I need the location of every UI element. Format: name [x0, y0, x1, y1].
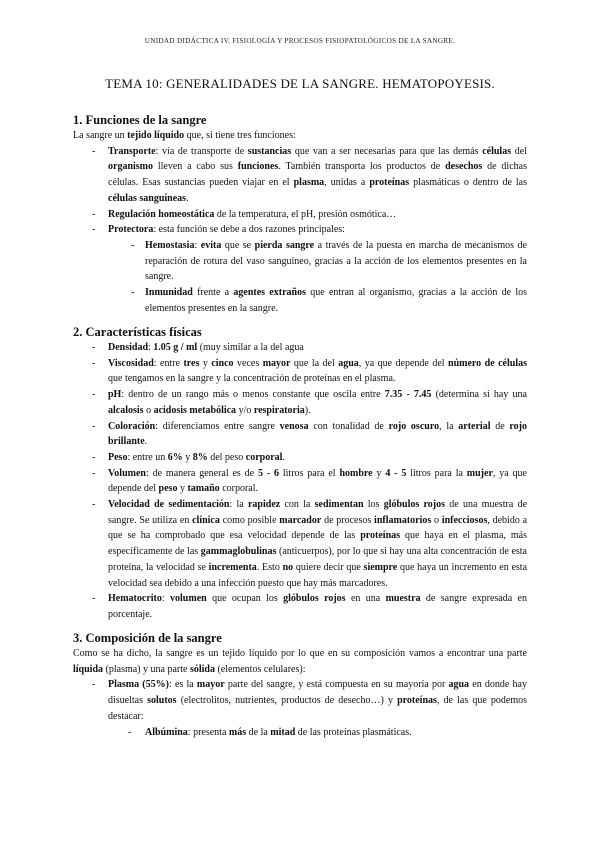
- bold-run: rojo brillante: [108, 420, 527, 448]
- text-run: de procesos: [321, 514, 375, 526]
- text-run: , la: [439, 420, 459, 432]
- bold-run: 1.05 g / ml: [153, 342, 198, 353]
- text-run: (plasma) y una parte: [103, 663, 190, 675]
- bold-run: rapidez: [247, 499, 281, 511]
- list-item: - Densidad: 1.05 g / ml (muy similar a la del agua: [92, 342, 304, 353]
- text-run: : entre un: [127, 451, 168, 463]
- bold-run: Hematocrito: [108, 593, 162, 605]
- bold-run: líquida: [73, 663, 104, 675]
- bold-run: Protectora: [108, 224, 154, 236]
- text-run: corporal.: [219, 483, 259, 495]
- text-run: .: [186, 192, 189, 204]
- text-run: , debido a que se ha comprobado que esa velocidad depende de las: [108, 514, 528, 542]
- bold-run: peso: [158, 483, 178, 495]
- bold-run: 4 - 5: [385, 467, 407, 479]
- bold-run: Albúmina: [145, 726, 188, 738]
- text-run: litros para la: [406, 467, 467, 479]
- text-run: del peso: [207, 451, 246, 463]
- bold-run: Transporte: [108, 145, 156, 157]
- bold-run: proteínas: [360, 530, 401, 542]
- text-run: que tengamos en la sangre y la concentración de proteínas en el plasma.: [108, 373, 396, 385]
- bold-run: 6%: [167, 451, 183, 463]
- text-run: : de manera general es de: [145, 467, 258, 479]
- list-item: - Peso: entre un 6% y 8% del peso corporal.: [92, 451, 285, 463]
- text-run: :: [148, 342, 154, 353]
- text-run: en donde hay disueltas: [108, 679, 527, 707]
- text-run: de dichas células. Esas sustancias pueden viajar en el: [108, 161, 527, 189]
- list-item: - Hematocrito: volumen que ocupan los glóbulos rojos en una muestra de sangre expresada en porcentaje.: [92, 593, 527, 620]
- bold-run: muestra: [385, 593, 421, 605]
- text-run: , de las que podemos destacar:: [108, 695, 528, 722]
- text-run: .: [144, 436, 148, 448]
- text-run: , ya que depende del: [358, 357, 449, 369]
- text-run: La sangre un: [73, 130, 128, 141]
- bold-run: agentes extraños: [233, 287, 306, 299]
- list-item: - Transporte: vía de transporte de sustancias que van a ser necesarias para que las demás células del organismo lleven a cabo sus funciones. También transporta los productos de desechos de dichas células. Esas sustancias pueden viajar en el plasma, unidas a proteínas plasmáticas o dentro de las células sanguíneas.: [92, 145, 528, 204]
- text-run: que la del: [290, 357, 339, 369]
- text-run: de: [490, 420, 510, 432]
- text-run: y: [199, 357, 212, 369]
- text-run: y: [182, 451, 193, 463]
- bold-run: Densidad: [108, 342, 149, 353]
- text-run: de una muestra de sangre. Se utiliza en: [108, 499, 528, 526]
- bold-run: tejido líquido: [127, 130, 185, 141]
- bold-run: evita: [200, 239, 222, 251]
- bold-run: incrementa: [208, 561, 257, 573]
- list-item: - Viscosidad: entre tres y cinco veces mayor que la del agua, ya que depende del número de células que tengamos en la sangre y la concentración de proteínas en el plasma.: [92, 357, 527, 385]
- bold-run: venosa: [279, 420, 309, 432]
- bold-run: Volumen: [108, 467, 146, 479]
- bullet-list: [73, 144, 527, 317]
- text-run: que haya en el plasma, más específicamente de las: [108, 530, 527, 558]
- section-heading: 1. Funciones de la sangre: [73, 113, 207, 127]
- bold-run: inflamatorios: [374, 514, 432, 526]
- text-run: : entre: [153, 357, 184, 369]
- bold-run: Hemostasia: [145, 239, 195, 251]
- list-item: - Velocidad de sedimentación: la rapidez con la sedimentan los glóbulos rojos de una muestra de sangre. Se utiliza en clínica como posible marcador de procesos inflamatorios o infecciosos, debido a que se ha comprobado que esa velocidad depende de las proteínas que haya en el plasma, más específicamente de las gammaglobulinas (anticuerpos), por lo que si hay una alta concentración de esta proteína, la velocidad se incrementa. Esto no quiere decir que siempre que haya un incremento en esta velocidad sea debido a una infección puesto que hay más marcadores.: [92, 499, 528, 589]
- bold-run: 7.35 - 7.45: [384, 389, 432, 401]
- text-run: que haya un incremento en esta velocidad sea debido a una infección puesto que hay más marcadores.: [108, 561, 528, 589]
- bold-run: proteínas: [369, 177, 410, 189]
- text-run: a través de la puesta en marcha de mecanismos de reparación de rotura del vaso sanguíneo, gracias a la acción de los elementos presentes en la sangre.: [145, 239, 527, 283]
- bold-run: 5 - 6: [257, 467, 280, 479]
- bold-run: tamaño: [187, 483, 220, 495]
- text-run: : es la: [168, 679, 197, 691]
- text-run: veces: [233, 357, 263, 369]
- page-title: TEMA 10: GENERALIDADES DE LA SANGRE. HEMATOPOYESIS.: [105, 76, 495, 91]
- bold-run: gammaglobulinas: [200, 546, 277, 558]
- bullet-list: [73, 340, 527, 623]
- bold-run: organismo: [108, 161, 153, 173]
- bold-run: siempre: [363, 561, 398, 573]
- list-item: - Coloración: diferenciamos entre sangre venosa con tonalidad de rojo oscuro, la arterial de rojo brillante.: [92, 420, 527, 448]
- list-item: - Regulación homeostática de la temperatura, el pH, presión osmótica…: [92, 208, 397, 220]
- text-run: , unidas a: [324, 177, 370, 189]
- text-run: : esta función se debe a dos razones principales:: [153, 224, 345, 236]
- paragraph: [73, 128, 527, 144]
- text-run: que van a ser necesarias para que las demás: [291, 145, 483, 157]
- sub-list-item: - Hemostasia: evita que se pierda sangre a través de la puesta en marcha de mecanismos de reparación de rotura del vaso sanguíneo, gracias a la acción de los elementos presentes en la sangre.: [131, 239, 527, 283]
- bold-run: respiratoria: [253, 404, 305, 416]
- text-run: :: [194, 239, 201, 251]
- text-run: en una: [345, 593, 386, 605]
- text-run: o: [143, 404, 154, 416]
- bold-run: Inmunidad: [145, 287, 193, 299]
- text-run: con la: [280, 499, 315, 511]
- bullet-list: [73, 677, 527, 740]
- list-item: - Volumen: de manera general es de 5 - 6 litros para el hombre y 4 - 5 litros para la mujer, ya que depende del peso y tamaño corporal.: [92, 467, 527, 495]
- text-run: lleven a cabo sus: [153, 161, 238, 173]
- text-run: : la: [229, 499, 248, 511]
- bold-run: Peso: [108, 451, 128, 463]
- text-run: . Esto: [256, 561, 283, 573]
- text-run: del: [511, 145, 527, 157]
- text-run: (anticuerpos), por lo que si hay una alta concentración de esta proteína, la velocidad se: [108, 546, 527, 573]
- text-run: que entran al organismo, gracias a la acción de los elementos presentes en la sangre.: [145, 287, 527, 314]
- text-run: que ocupan los: [206, 593, 284, 605]
- bold-run: mitad: [270, 726, 296, 738]
- bold-run: hombre: [339, 467, 373, 479]
- text-run: de sangre expresada en porcentaje.: [108, 593, 527, 620]
- bold-run: Regulación homeostática: [108, 208, 215, 220]
- bold-run: pH: [108, 389, 122, 401]
- bold-run: más: [228, 726, 247, 738]
- bold-run: pierda sangre: [254, 239, 315, 251]
- bold-run: Velocidad de sedimentación: [108, 499, 230, 511]
- text-run: que, si tiene tres funciones:: [184, 130, 296, 141]
- text-run: : vía de transporte de: [155, 145, 248, 157]
- text-run: , ya que depende del: [108, 467, 527, 495]
- bold-run: no: [282, 561, 294, 573]
- bold-run: agua: [448, 679, 470, 691]
- bold-run: alcalosis: [108, 404, 144, 416]
- text-run: litros para el: [279, 467, 340, 479]
- text-run: : dentro de un rango más o menos constante que oscila entre: [121, 389, 385, 401]
- text-run: plasmáticas o dentro de las: [409, 177, 528, 189]
- text-run: con tonalidad de: [308, 420, 389, 432]
- text-run: o: [431, 514, 442, 526]
- sub-list-item: - Inmunidad frente a agentes extraños que entran al organismo, gracias a la acción de los elementos presentes en la sangre.: [131, 287, 527, 314]
- bold-run: glóbulos rojos: [283, 593, 346, 605]
- list-item: - Plasma (55%): es la mayor parte del sangre, y está compuesta en su mayoría por agua en donde hay disueltas solutos (electrolitos, nutrientes, productos de desecho…) y proteínas, de las que podemos destacar:: [92, 679, 528, 722]
- text-run: que se: [221, 239, 255, 251]
- page-header: UNIDAD DIDÁCTICA IV. FISIOLOGÍA Y PROCESOS FISIOPATOLÓGICOS DE LA SANGRE.: [144, 37, 456, 45]
- bold-run: glóbulos rojos: [383, 499, 446, 511]
- bold-run: proteínas: [397, 695, 437, 707]
- text-run: de las proteínas plasmáticas.: [295, 726, 412, 738]
- text-run: .: [282, 451, 285, 463]
- section-heading: 2. Características físicas: [73, 325, 202, 339]
- bold-run: sedimentan: [314, 499, 364, 511]
- list-item: - Protectora: esta función se debe a dos razones principales:: [92, 224, 345, 236]
- paragraph: [73, 646, 527, 677]
- bold-run: 8%: [192, 451, 208, 463]
- text-run: como posible: [219, 514, 280, 526]
- bold-run: clínica: [192, 514, 220, 526]
- bold-run: funciones: [237, 161, 279, 173]
- text-run: (elementos celulares):: [214, 663, 306, 675]
- section-caracteristicas: [73, 324, 527, 623]
- section-composicion: [73, 630, 527, 740]
- bold-run: sólida: [189, 663, 215, 675]
- bold-run: acidosis metabólica: [153, 404, 237, 416]
- text-run: (determina si hay una: [431, 389, 527, 401]
- bold-run: mayor: [196, 679, 225, 691]
- bold-run: corporal: [245, 451, 283, 463]
- text-run: frente a: [192, 287, 234, 299]
- text-run: de la: [246, 726, 271, 738]
- text-run: Como se ha dicho, la sangre es un tejido líquido por lo que en su composición vamos a encontrar una parte: [73, 648, 527, 659]
- bold-run: rojo oscuro: [388, 420, 440, 432]
- bold-run: solutos: [147, 695, 177, 707]
- section-heading: 3. Composición de la sangre: [73, 631, 222, 645]
- bold-run: número de células: [448, 357, 527, 369]
- text-run: : presenta: [187, 726, 229, 738]
- bold-run: Viscosidad: [108, 357, 154, 369]
- sub-list-item: - Albúmina: presenta más de la mitad de las proteínas plasmáticas.: [128, 726, 412, 738]
- text-run: de la temperatura, el pH, presión osmótica…: [214, 208, 397, 220]
- list-item: - pH: dentro de un rango más o menos constante que oscila entre 7.35 - 7.45 (determina si hay una alcalosis o acidosis metabólica y/o respiratoria).: [92, 389, 527, 416]
- text-run: parte del sangre, y está compuesta en su mayoría por: [224, 679, 449, 691]
- bold-run: células sanguíneas: [108, 192, 187, 204]
- text-run: . También transporta los productos de: [278, 161, 446, 173]
- text-run: ).: [304, 404, 311, 416]
- bold-run: plasma: [293, 177, 325, 189]
- text-run: (muy similar a la del agua: [197, 342, 304, 353]
- bold-run: volumen: [170, 593, 207, 605]
- text-run: :: [161, 593, 171, 605]
- bold-run: células: [482, 145, 512, 157]
- bold-run: agua: [338, 357, 359, 369]
- bold-run: Coloración: [108, 420, 156, 432]
- text-run: y: [177, 483, 188, 495]
- text-run: y: [372, 467, 386, 479]
- bold-run: arterial: [458, 420, 491, 432]
- text-run: los: [363, 499, 384, 511]
- bold-run: marcador: [279, 514, 322, 526]
- text-run: quiere decir que: [293, 561, 364, 573]
- bold-run: desechos: [445, 161, 483, 173]
- text-run: (electrolitos, nutrientes, productos de desecho…) y: [176, 695, 398, 707]
- bold-run: mujer: [466, 467, 493, 479]
- text-run: : diferenciamos entre sangre: [155, 420, 280, 432]
- bold-run: Plasma (55%): [108, 679, 169, 691]
- text-run: y/o: [236, 404, 254, 416]
- bold-run: mayor: [262, 357, 291, 369]
- bold-run: infecciosos: [441, 514, 488, 526]
- bold-run: sustancias: [247, 145, 292, 157]
- bold-run: cinco: [211, 357, 234, 369]
- section-funciones: [73, 112, 527, 316]
- bold-run: tres: [183, 357, 200, 369]
